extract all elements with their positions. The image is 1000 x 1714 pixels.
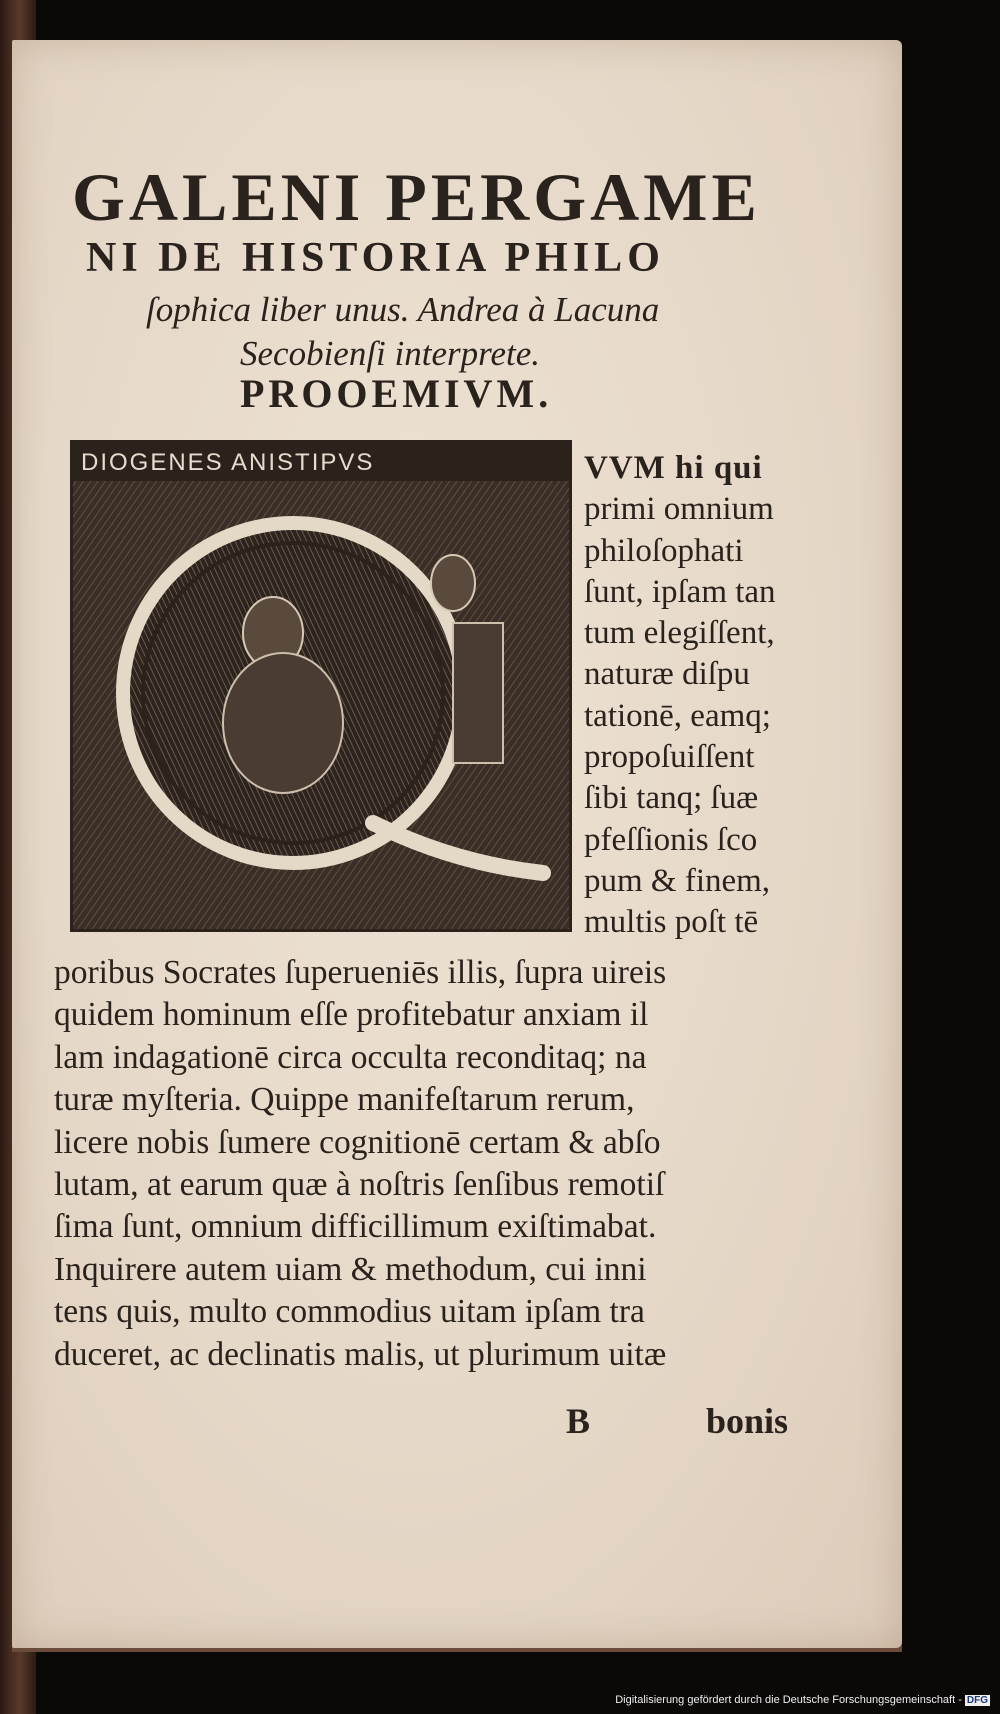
- text-line: philoſophati: [584, 532, 744, 569]
- text-line: ſima ſunt, omnium difficillimum exiſtimabat.: [54, 1208, 657, 1246]
- dfg-logo: DFG: [966, 1695, 988, 1706]
- text-line: primi omnium: [584, 491, 774, 528]
- woodcut-caption: DIOGENES ANISTIPVS: [81, 449, 375, 476]
- text-line: pfeſſionis ſco: [584, 821, 758, 858]
- text-line: turæ myſteria. Quippe manifeſtarum rerum,: [54, 1081, 635, 1119]
- text-line: licere nobis ſumere cognitionē certam & abſo: [54, 1123, 661, 1161]
- catchword: bonis: [706, 1401, 789, 1441]
- text-line: lam indagationē circa occulta reconditaq; na: [54, 1038, 647, 1076]
- text-line: duceret, ac declinatis malis, ut plurimum uitæ: [54, 1335, 667, 1373]
- text-line: pum & finem,: [584, 862, 771, 899]
- text-line: multis poſt tē: [584, 904, 759, 941]
- initial-letter-illustration: [73, 443, 569, 929]
- text-line: ſunt, ipſam tan: [584, 573, 776, 610]
- title-line-3: ſophica liber unus. Andrea à Lacuna: [146, 290, 660, 329]
- woodcut-initial-q: [70, 440, 572, 932]
- section-heading: PROOEMIVM.: [240, 371, 553, 416]
- text-line: quidem hominum eſſe profitebatur anxiam il: [54, 996, 649, 1034]
- title-line-2: NI DE HISTORIA PHILO: [86, 235, 665, 281]
- text-line: ſibi tanq; ſuæ: [584, 780, 759, 817]
- title-line-4: Secobienſi interprete.: [240, 334, 540, 373]
- text-line: tum elegiſſent,: [584, 615, 775, 652]
- signature-mark: B: [566, 1401, 591, 1441]
- text-line: Inquirere autem uiam & methodum, cui inni: [54, 1250, 647, 1288]
- side-text-column: [584, 448, 844, 944]
- text-line: tationē, eamq;: [584, 697, 771, 734]
- text-line: VVM hi qui: [584, 450, 763, 486]
- text-line: tens quis, multo commodius uitam ipſam tra: [54, 1293, 645, 1331]
- text-line: lutam, at earum quæ à noſtris ſenſibus remotiſ: [54, 1166, 665, 1204]
- footer-text: Digitalisierung gefördert durch die Deutsche Forschungsgemeinschaft -: [615, 1694, 962, 1706]
- title-line-1: GALENI PERGAME: [72, 159, 761, 235]
- digitization-footer: [615, 1694, 990, 1706]
- main-text-block: [54, 952, 834, 1376]
- text-line: poribus Socrates ſuperueniēs illis, ſupra uireis: [54, 954, 667, 991]
- text-line: propoſuiſſent: [584, 739, 755, 776]
- text-line: naturæ diſpu: [584, 656, 750, 693]
